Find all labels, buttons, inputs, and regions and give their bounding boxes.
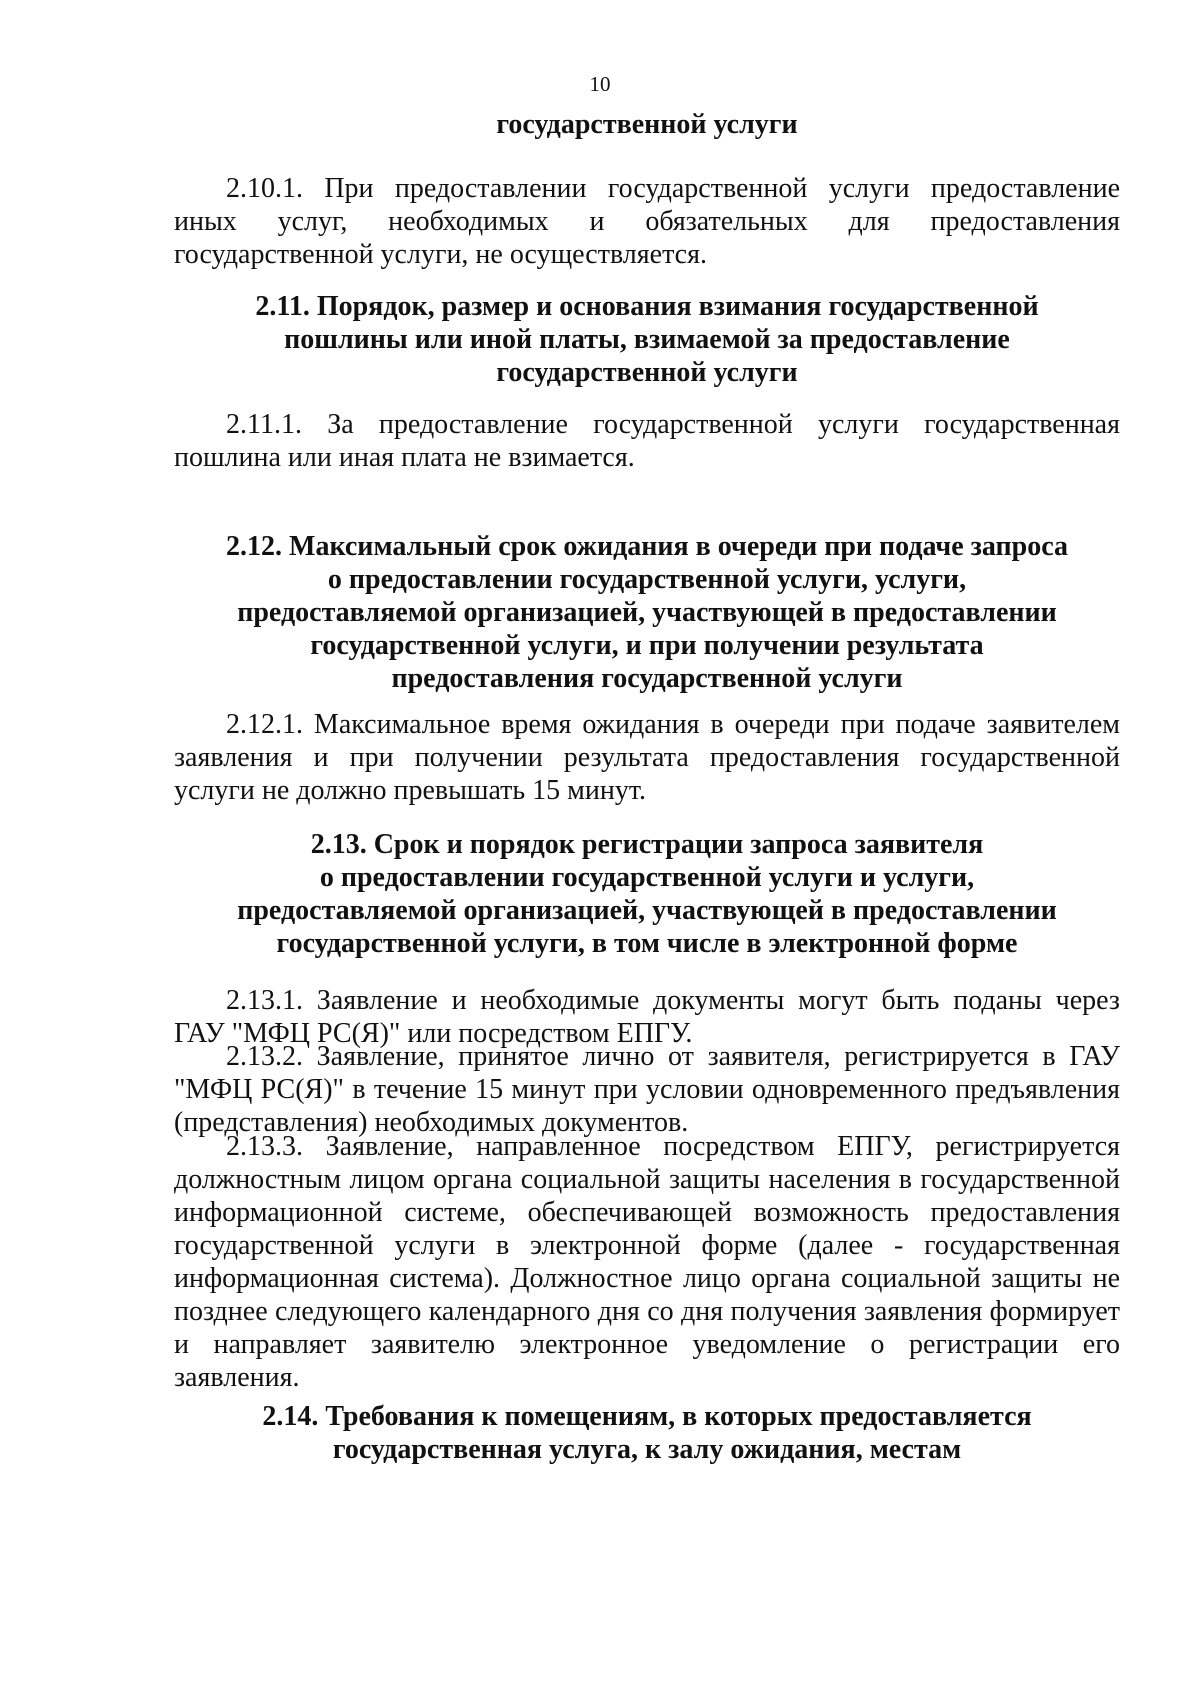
text-line: (представления) необходимых документов. xyxy=(174,1107,689,1138)
text-line: информационной системе, обеспечивающей возможность предоставления xyxy=(174,1197,1120,1228)
text-line: 2.11.1. За предоставление государственной услуги государственная xyxy=(226,409,1120,440)
text-line: заявления и при получении результата предоставления государственной xyxy=(174,742,1120,773)
section-heading xyxy=(174,1400,1120,1466)
text-line: государственной услуги, не осуществляется. xyxy=(174,239,707,270)
text-line: иных услуг, необходимых и обязательных для предоставления xyxy=(174,206,1120,237)
page-number: 10 xyxy=(589,72,611,96)
heading-line: предоставляемой организацией, участвующей в предоставлении xyxy=(237,597,1057,628)
heading-line: 2.11. Порядок, размер и основания взимания государственной xyxy=(255,291,1039,322)
heading-line: предоставляемой организацией, участвующей в предоставлении xyxy=(237,895,1057,926)
text-line: и направляет заявителю электронное уведомление о регистрации его xyxy=(174,1329,1120,1360)
text-line: государственной услуги в электронной форме (далее - государственная xyxy=(174,1230,1120,1261)
text-line: 2.13.2. Заявление, принятое лично от заявителя, регистрируется в ГАУ xyxy=(226,1041,1120,1072)
heading-line: 2.12. Максимальный срок ожидания в очереди при подаче запроса xyxy=(226,531,1068,562)
heading-line: государственной услуги, и при получении результата xyxy=(310,630,984,661)
text-line: информационная система). Должностное лицо органа социальной защиты не xyxy=(174,1263,1120,1294)
paragraph xyxy=(174,172,1120,271)
text-line: ГАУ "МФЦ РС(Я)" или посредством ЕПГУ. xyxy=(174,1018,693,1049)
text-line: 2.12.1. Максимальное время ожидания в очереди при подаче заявителем xyxy=(226,709,1120,740)
text-line: должностным лицом органа социальной защиты населения в государственной xyxy=(174,1164,1120,1195)
paragraph xyxy=(174,1130,1120,1394)
section-heading xyxy=(174,828,1120,960)
heading-line: пошлины или иной платы, взимаемой за предоставление xyxy=(284,324,1010,355)
text-line: заявления. xyxy=(174,1362,300,1393)
heading-line: государственной услуги xyxy=(496,109,798,140)
paragraph xyxy=(174,408,1120,474)
heading-line: 2.14. Требования к помещениям, в которых предоставляется xyxy=(262,1401,1032,1432)
heading-line: государственной услуги xyxy=(496,357,798,388)
text-line: пошлина или иная плата не взимается. xyxy=(174,442,635,473)
heading-line: 2.13. Срок и порядок регистрации запроса заявителя xyxy=(310,829,984,860)
heading-line: о предоставлении государственной услуги, услуги, xyxy=(327,564,967,595)
paragraph xyxy=(174,1040,1120,1139)
section-heading xyxy=(174,530,1120,695)
section-heading xyxy=(174,108,1120,141)
text-line: 2.13.3. Заявление, направленное посредством ЕПГУ, регистрируется xyxy=(226,1131,1120,1162)
paragraph xyxy=(174,708,1120,807)
heading-line: государственной услуги, в том числе в электронной форме xyxy=(276,928,1018,959)
text-line: "МФЦ РС(Я)" в течение 15 минут при условии одновременного предъявления xyxy=(174,1074,1120,1105)
section-heading xyxy=(174,290,1120,389)
text-line: 2.10.1. При предоставлении государственной услуги предоставление xyxy=(226,173,1120,204)
text-line: услуги не должно превышать 15 минут. xyxy=(174,775,646,806)
text-line: 2.13.1. Заявление и необходимые документы могут быть поданы через xyxy=(226,985,1120,1016)
heading-line: о предоставлении государственной услуги и услуги, xyxy=(319,862,975,893)
heading-line: предоставления государственной услуги xyxy=(391,663,903,694)
heading-line: государственная услуга, к залу ожидания, местам xyxy=(332,1434,962,1465)
text-line: позднее следующего календарного дня со дня получения заявления формирует xyxy=(174,1296,1120,1327)
